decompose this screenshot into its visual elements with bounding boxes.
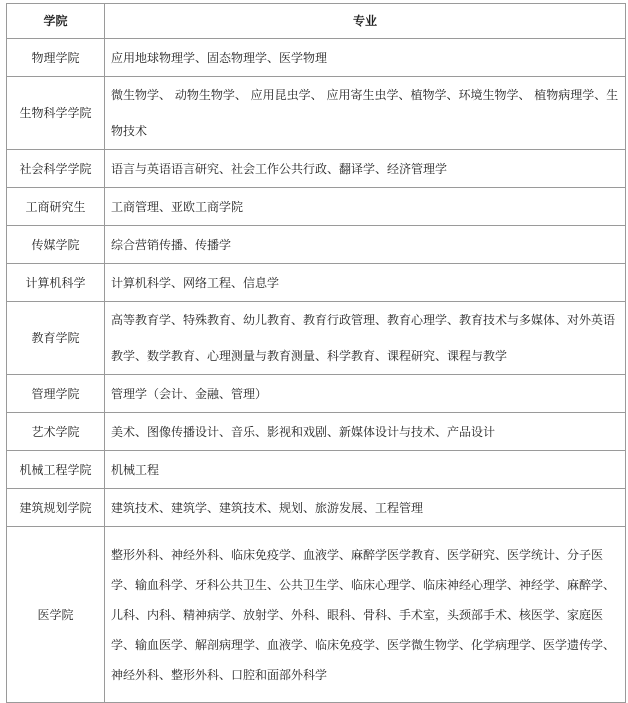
majors-cell: 美术、图像传播设计、音乐、影视和戏剧、新媒体设计与技术、产品设计: [105, 413, 626, 451]
majors-cell: 管理学（会计、金融、管理）: [105, 375, 626, 413]
majors-cell: 工商管理、亚欧工商学院: [105, 188, 626, 226]
table-row: [7, 451, 626, 489]
college-cell: 医学院: [7, 527, 105, 703]
college-cell: 计算机科学: [7, 264, 105, 302]
college-majors-table: [6, 3, 626, 703]
table-row: [7, 150, 626, 188]
majors-cell: 机械工程: [105, 451, 626, 489]
majors-cell: 计算机科学、网络工程、信息学: [105, 264, 626, 302]
college-cell: 社会科学学院: [7, 150, 105, 188]
table-row: [7, 527, 626, 703]
majors-cell: 整形外科、神经外科、临床免疫学、血液学、麻醉学医学教育、医学研究、医学统计、分子医学、输血科学、牙科公共卫生、公共卫生学、临床心理学、临床神经心理学、神经学、麻醉学、儿科、内科、精神病学、放射学、外科、眼科、骨科、手术室，头颈部手术、核医学、家庭医学、输血医学、解剖病理学、血液学、临床免疫学、医学微生物学、化学病理学、医学遗传学、神经外科、整形外科、口腔和面部外科学: [105, 527, 626, 703]
majors-cell: 高等教育学、特殊教育、幼儿教育、教育行政管理、教育心理学、教育技术与多媒体、对外英语教学、数学教育、心理测量与教育测量、科学教育、课程研究、课程与教学: [105, 302, 626, 375]
table-row: [7, 39, 626, 77]
table-row: [7, 413, 626, 451]
college-cell: 教育学院: [7, 302, 105, 375]
college-cell: 管理学院: [7, 375, 105, 413]
college-cell: 机械工程学院: [7, 451, 105, 489]
college-cell: 生物科学学院: [7, 77, 105, 150]
college-cell: 工商研究生: [7, 188, 105, 226]
header-college: 学院: [7, 4, 105, 39]
majors-cell: 综合营销传播、传播学: [105, 226, 626, 264]
majors-cell: 微生物学、 动物生物学、 应用昆虫学、 应用寄生虫学、植物学、环境生物学、 植物病理学、生物技术: [105, 77, 626, 150]
table-row: [7, 302, 626, 375]
table-header-row: [7, 4, 626, 39]
college-cell: 艺术学院: [7, 413, 105, 451]
college-cell: 物理学院: [7, 39, 105, 77]
college-cell: 传媒学院: [7, 226, 105, 264]
college-cell: 建筑规划学院: [7, 489, 105, 527]
table-row: [7, 77, 626, 150]
majors-cell: 应用地球物理学、固态物理学、医学物理: [105, 39, 626, 77]
table-row: [7, 188, 626, 226]
table-row: [7, 264, 626, 302]
table-row: [7, 489, 626, 527]
majors-cell: 语言与英语语言研究、社会工作公共行政、翻译学、经济管理学: [105, 150, 626, 188]
table-row: [7, 226, 626, 264]
header-major: 专业: [105, 4, 626, 39]
majors-cell: 建筑技术、建筑学、建筑技术、规划、旅游发展、工程管理: [105, 489, 626, 527]
table-row: [7, 375, 626, 413]
